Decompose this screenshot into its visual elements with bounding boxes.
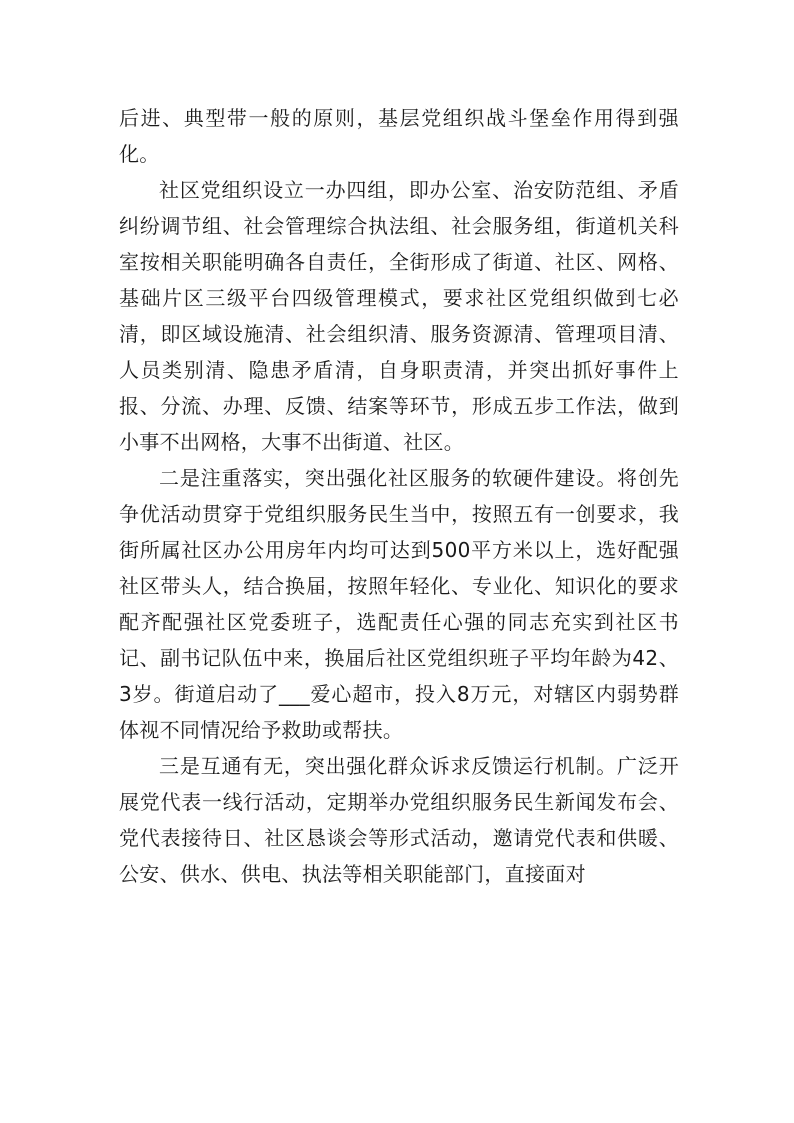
paragraph-1: 后进、典型带一般的原则，基层党组织战斗堡垒作用得到强化。 xyxy=(119,106,679,166)
paragraph-4: 三是互通有无，突出强化群众诉求反馈运行机制。广泛开展党代表一线行活动，定期举办党组织服务民生新闻发布会、党代表接待日、社区恳谈会等形式活动，邀请党代表和供暖、公安、供水、供电、执法等相关职能部门，直接面对 xyxy=(119,754,679,886)
paragraph-2: 社区党组织设立一办四组，即办公室、治安防范组、矛盾纠纷调节组、社会管理综合执法组、社会服务组，街道机关科室按相关职能明确各自责任，全街形成了街道、社区、网格、基础片区三级平台四级管理模式，要求社区党组织做到七必清，即区域设施清、社会组织清、服务资源清、管理项目清、人员类别清、隐患矛盾清，自身职责清，并突出抓好事件上报、分流、办理、反馈、结案等环节，形成五步工作法，做到小事不出网格，大事不出街道、社区。 xyxy=(119,178,679,454)
paragraph-3: 二是注重落实，突出强化社区服务的软硬件建设。将创先争优活动贯穿于党组织服务民生当中，按照五有一创要求，我街所属社区办公用房年内均可达到500平方米以上，选好配强社区带头人，结合换届，按照年轻化、专业化、知识化的要求配齐配强社区党委班子，选配责任心强的同志充实到社区书记、副书记队伍中来，换届后社区党组织班子平均年龄为42、3岁。街道启动了___爱心超市，投入8万元，对辖区内弱势群体视不同情况给予救助或帮扶。 xyxy=(119,466,679,742)
document-body xyxy=(119,100,679,892)
